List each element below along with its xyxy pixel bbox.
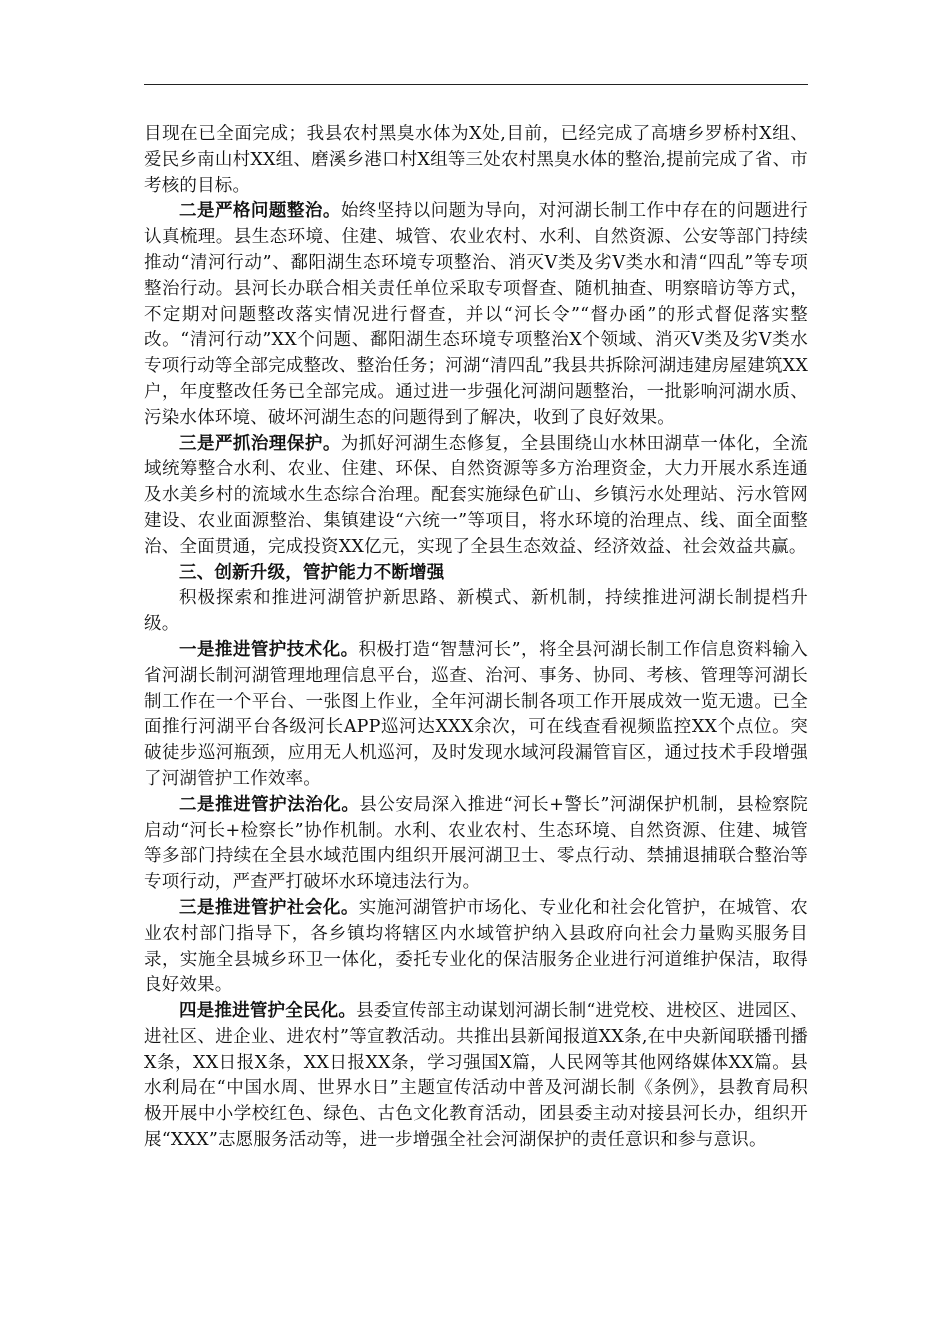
paragraph-continuation	[144, 122, 808, 199]
paragraph-public-participation	[144, 999, 808, 1154]
document-body	[144, 122, 808, 1154]
paragraph-technology	[144, 638, 808, 793]
paragraph-socialization	[144, 896, 808, 999]
paragraph-lead: 二是严格问题整治。	[179, 201, 341, 222]
paragraph-text: 始终坚持以问题为导向，对河湖长制工作中存在的问题进行认真梳理。县生态环境、住建、城管、农业农村、水利、自然资源、公安等部门持续推动“清河行动”、鄱阳湖生态环境专项整治、消灭Ⅴ类及劣Ⅴ类水和清“四乱”等专项整治行动。县河长办联合相关责任单位采取专项督查、随机抽查、明察暗访等方式，不定期对问题整改落实情况进行督查，并以“河长令”“督办函”的形式督促落实整改。“清河行动”XX个问题、鄱阳湖生态环境专项整治X个领域、消灭Ⅴ类及劣Ⅴ类水专项行动等全部完成整改、整治任务；河湖“清四乱”我县共拆除河湖违建房屋建筑XX户，年度整改任务已全部完成。通过进一步强化河湖问题整治，一批影响河湖水质、污染水体环境、破坏河湖生态的问题得到了解决，收到了良好效果。	[144, 201, 808, 428]
paragraph-lead: 四是推进管护全民化。	[179, 1001, 357, 1022]
paragraph-lead: 二是推进管护法治化。	[179, 794, 360, 815]
section-heading	[144, 561, 808, 587]
paragraph-text: 为抓好河湖生态修复，全县围绕山水林田湖草一体化，全流域统筹整合水利、农业、住建、环保、自然资源等多方治理资金，大力开展水系连通及水美乡村的流域水生态综合治理。配套实施绿色矿山、乡镇污水处理站、污水管网建设、农业面源整治、集镇建设“六统一”等项目，将水环境的治理点、线、面全面整治、全面贯通，完成投资XX亿元，实现了全县生态效益、经济效益、社会效益共赢。	[144, 433, 808, 557]
paragraph-text: 积极打造“智慧河长”，将全县河湖长制工作信息资料输入省河湖长制河湖管理地理信息平台，巡查、治河、事务、协同、考核、管理等河湖长制工作在一个平台、一张图上作业，全年河湖长制各项工作开展成效一览无遗。已全面推行河湖平台各级河长APP巡河达XXX余次，可在线查看视频监控XX个点位。突破徒步巡河瓶颈，应用无人机巡河，及时发现水域河段漏管盲区，通过技术手段增强了河湖管护工作效率。	[144, 639, 808, 789]
paragraph-strict-rectification	[144, 199, 808, 431]
paragraph-text: 积极探索和推进河湖管护新思路、新模式、新机制，持续推进河湖长制提档升级。	[144, 588, 808, 635]
paragraph-lead: 三是严抓治理保护。	[179, 433, 341, 454]
paragraph-text: 县委宣传部主动谋划河湖长制“进党校、进校区、进园区、进社区、进企业、进农村”等宣教活动。共推出县新闻报道XX条,在中央新闻联播刊播X条，XX日报X条，XX日报XX条，学习强国X篇，人民网等其他网络媒体XX篇。县水利局在“中国水周、世界水日”主题宣传活动中普及河湖长制《条例》，县教育局积极开展中小学校红色、绿色、古色文化教育活动，团县委主动对接县河长办，组织开展“XXX”志愿服务活动等，进一步增强全社会河湖保护的责任意识和参与意识。	[144, 1001, 808, 1151]
document-page	[144, 0, 808, 1344]
section-heading-text: 三、创新升级，管护能力不断增强	[179, 562, 445, 583]
paragraph-text: 县公安局深入推进“河长+警长”河湖保护机制，县检察院启动“河长+检察长”协作机制。水利、农业农村、生态环境、自然资源、住建、城管等多部门持续在全县水域范围内组织开展河湖卫士、零点行动、禁捕退捕联合整治等专项行动，严查严打破坏水环境违法行为。	[144, 794, 808, 893]
paragraph-section-intro	[144, 586, 808, 638]
paragraph-governance-protection	[144, 432, 808, 561]
paragraph-lead: 三是推进管护社会化。	[179, 897, 359, 918]
header-rule	[144, 84, 808, 85]
paragraph-lead: 一是推进管护技术化。	[179, 639, 359, 660]
paragraph-text: 实施河湖管护市场化、专业化和社会化管护，在城管、农业农村部门指导下，各乡镇均将辖区内水域管护纳入县政府向社会力量购买服务目录，实施全县城乡环卫一体化，委托专业化的保洁服务企业进行河道维护保洁，取得良好效果。	[144, 897, 809, 996]
paragraph-rule-of-law	[144, 793, 808, 896]
paragraph-text: 目现在已全面完成；我县农村黑臭水体为X处,目前，已经完成了高塘乡罗桥村X组、爱民乡南山村XX组、磨溪乡港口村X组等三处农村黑臭水体的整治,提前完成了省、市考核的目标。	[144, 124, 808, 196]
